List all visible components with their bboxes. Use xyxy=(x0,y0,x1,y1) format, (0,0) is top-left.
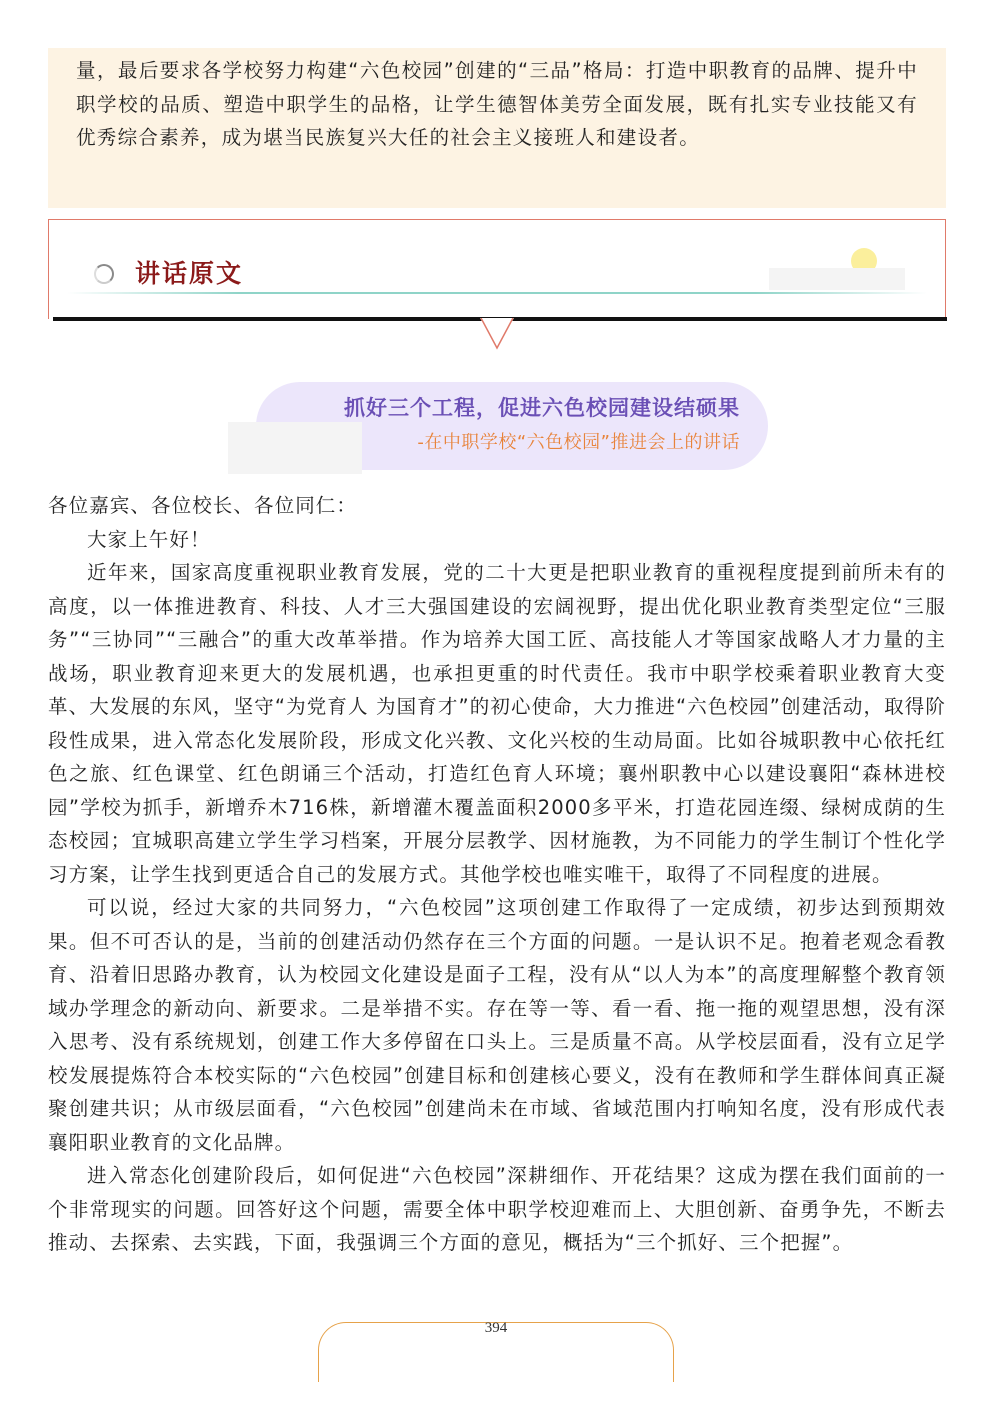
section-title: 讲话原文 xyxy=(135,259,244,288)
summary-text: 量，最后要求各学校努力构建“六色校园”创建的“三品”格局：打造中职教育的品牌、提升中职学校的品质、塑造中职学生的品格，让学生德智体美劳全面发展，既有扎实专业技能又有优秀综合素养，成为堪当民族复兴大任的社会主义接班人和建设者。 xyxy=(76,59,918,149)
loading-circle-icon xyxy=(94,264,114,284)
speech-paragraph: 大家上午好！ xyxy=(87,527,211,551)
pointer-down-icon xyxy=(480,318,514,350)
speech-body xyxy=(48,489,946,1260)
speech-salutation: 各位嘉宾、各位校长、各位同仁： xyxy=(48,494,358,517)
header-divider xyxy=(67,292,927,294)
speech-paragraph: 近年来，国家高度重视职业教育发展，党的二十大更是把职业教育的重视程度提到前所未有的高度，以一体推进教育、科技、人才三大强国建设的宏阔视野，提出优化职业教育类型定位“三服务”“三协同”“三融合”的重大改革举措。作为培养大国工匠、高技能人才等国家战略人才力量的主战场，职业教育迎来更大的发展机遇，也承担更重的时代责任。我市中职学校乘着职业教育大变革、大发展的东风，坚守“为党育人 为国育才”的初心使命，大力推进“六色校园”创建活动，取得阶段性成果，进入常态化发展阶段，形成文化兴教、文化兴校的生动局面。比如谷城职教中心依托红色之旅、红色课堂、红色朗诵三个活动，打造红色育人环境；襄州职教中心以建设襄阳“森林进校园”学校为抓手，新增乔木716株，新增灌木覆盖面积2000多平米，打造花园连缀、绿树成荫的生态校园；宜城职高建立学生学习档案，开展分层教学、因材施教，为不同能力的学生制订个性化学习方案，让学生找到更适合自己的发展方式。其他学校也唯实唯干，取得了不同程度的进展。 xyxy=(48,561,946,886)
cloud-decoration xyxy=(228,422,362,474)
speech-title: 抓好三个工程，促进六色校园建设结硕果 xyxy=(344,396,740,420)
speech-paragraph: 可以说，经过大家的共同努力，“六色校园”这项创建工作取得了一定成绩，初步达到预期效果。但不可否认的是，当前的创建活动仍然存在三个方面的问题。一是认识不足。抱着老观念看教育、沿着旧思路办教育，认为校园文化建设是面子工程，没有从“以人为本”的高度理解整个教育领域办学理念的新动向、新要求。二是举措不实。存在等一等、看一看、拖一拖的观望思想，没有深入思考、没有系统规划，创建工作大多停留在口头上。三是质量不高。从学校层面看，没有立足学校发展提炼符合本校实际的“六色校园”创建目标和创建核心要义，没有在教师和学生群体间真正凝聚创建共识；从市级层面看，“六色校园”创建尚未在市域、省域范围内打响知名度，没有形成代表襄阳职业教育的文化品牌。 xyxy=(48,896,946,1154)
summary-box xyxy=(48,48,946,208)
cloud-decoration xyxy=(769,268,905,290)
speech-paragraph: 进入常态化创建阶段后，如何促进“六色校园”深耕细作、开花结果？这成为摆在我们面前的一个非常现实的问题。回答好这个问题，需要全体中职学校迎难而上、大胆创新、奋勇争先，不断去推动、去探索、去实践，下面，我强调三个方面的意见，概括为“三个抓好、三个把握”。 xyxy=(48,1164,946,1254)
section-header xyxy=(48,219,946,319)
speech-subtitle: -在中职学校“六色校园”推进会上的讲话 xyxy=(417,432,740,453)
page-number: 394 xyxy=(484,1320,508,1336)
